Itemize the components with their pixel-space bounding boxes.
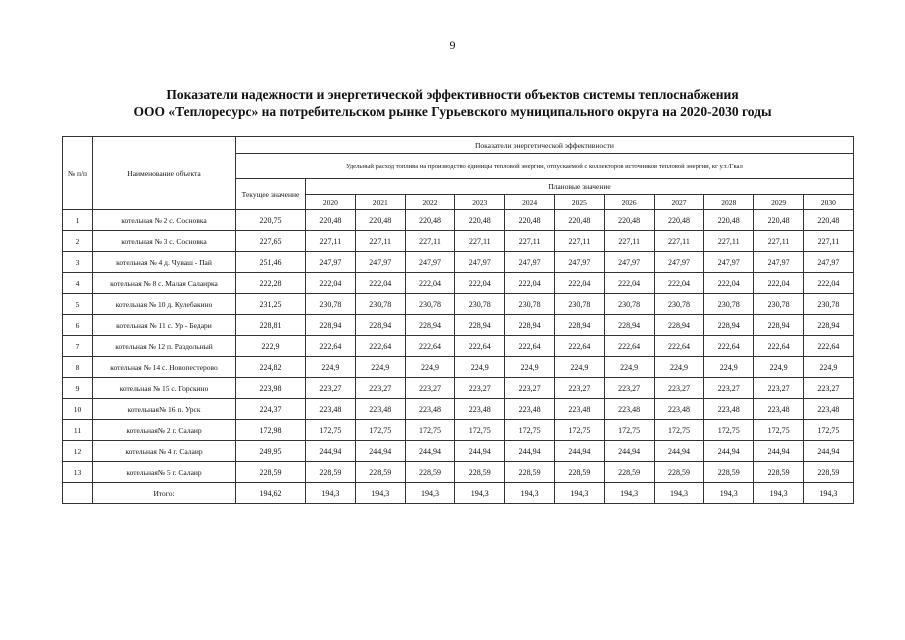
document-title [0,86,905,120]
planned-value: 223,27 [754,378,804,399]
planned-value: 223,48 [455,399,505,420]
planned-value: 223,27 [405,378,455,399]
header-specific-fuel: Удельный расход топлива на производство единицы тепловой энергии, отпускаемой с коллекторов источников тепловой энергии, кг у.т./Гкал [236,154,854,179]
planned-value: 223,27 [355,378,405,399]
header-year: 2022 [405,195,455,210]
row-number: 13 [63,462,93,483]
planned-value: 247,97 [405,252,455,273]
planned-value: 228,59 [405,462,455,483]
header-no: № п/п [63,137,93,210]
total-planned-value: 194,3 [554,483,604,504]
planned-value: 220,48 [405,210,455,231]
planned-value: 228,59 [306,462,356,483]
planned-value: 172,75 [554,420,604,441]
planned-value: 222,64 [505,336,555,357]
planned-value: 227,11 [455,231,505,252]
planned-value: 247,97 [505,252,555,273]
total-planned-value: 194,3 [654,483,704,504]
planned-value: 172,75 [803,420,853,441]
object-name: котельная № 2 с. Сосновка [93,210,236,231]
current-value: 251,46 [236,252,306,273]
header-indicator: Показатели энергетической эффективности [236,137,854,154]
planned-value: 227,11 [803,231,853,252]
planned-value: 172,75 [306,420,356,441]
planned-value: 228,94 [306,315,356,336]
planned-value: 227,11 [754,231,804,252]
table-row [63,378,854,399]
planned-value: 220,48 [604,210,654,231]
table-row [63,210,854,231]
planned-value: 222,04 [803,273,853,294]
header-year: 2029 [754,195,804,210]
planned-value: 223,27 [704,378,754,399]
table-row [63,273,854,294]
total-row [63,483,854,504]
header-current: Текущее значение [236,179,306,210]
object-name: котельная № 10 д. Кулебакино [93,294,236,315]
planned-value: 247,97 [654,252,704,273]
planned-value: 222,04 [455,273,505,294]
planned-value: 223,48 [554,399,604,420]
object-name: котельная № 11 с. Ур - Бедари [93,315,236,336]
planned-value: 230,78 [405,294,455,315]
table-row [63,231,854,252]
planned-value: 224,9 [604,357,654,378]
planned-value: 223,27 [306,378,356,399]
object-name: котельная № 14 с. Новопестерово [93,357,236,378]
planned-value: 172,75 [654,420,704,441]
planned-value: 228,59 [554,462,604,483]
planned-value: 244,94 [405,441,455,462]
row-number: 9 [63,378,93,399]
planned-value: 224,9 [704,357,754,378]
planned-value: 228,94 [654,315,704,336]
total-planned-value: 194,3 [306,483,356,504]
total-planned-value: 194,3 [455,483,505,504]
planned-value: 247,97 [355,252,405,273]
planned-value: 230,78 [754,294,804,315]
total-planned-value: 194,3 [405,483,455,504]
planned-value: 228,59 [505,462,555,483]
planned-value: 222,64 [604,336,654,357]
planned-value: 223,27 [554,378,604,399]
planned-value: 223,27 [604,378,654,399]
planned-value: 230,78 [505,294,555,315]
planned-value: 223,48 [355,399,405,420]
planned-value: 220,48 [754,210,804,231]
planned-value: 222,64 [554,336,604,357]
row-number: 10 [63,399,93,420]
planned-value: 223,48 [604,399,654,420]
planned-value: 223,27 [505,378,555,399]
title-line-1: Показатели надежности и энергетической эффективности объектов системы теплоснабжения [166,87,739,102]
table-row [63,294,854,315]
current-value: 249,95 [236,441,306,462]
planned-value: 172,75 [604,420,654,441]
row-number: 7 [63,336,93,357]
page-number: 9 [449,38,456,52]
planned-value: 172,75 [355,420,405,441]
planned-value: 224,9 [455,357,505,378]
planned-value: 244,94 [803,441,853,462]
efficiency-table [62,136,854,504]
planned-value: 244,94 [704,441,754,462]
planned-value: 228,94 [704,315,754,336]
header-planned: Плановые значение [306,179,854,195]
table-row [63,441,854,462]
current-value: 223,98 [236,378,306,399]
total-planned-value: 194,3 [803,483,853,504]
planned-value: 220,48 [803,210,853,231]
planned-value: 223,48 [803,399,853,420]
planned-value: 244,94 [554,441,604,462]
planned-value: 227,11 [306,231,356,252]
planned-value: 228,94 [754,315,804,336]
total-empty-cell [63,483,93,504]
planned-value: 172,75 [405,420,455,441]
current-value: 172,98 [236,420,306,441]
planned-value: 223,27 [455,378,505,399]
object-name: котельная № 4 д. Чуваш - Пай [93,252,236,273]
planned-value: 223,48 [405,399,455,420]
planned-value: 228,94 [455,315,505,336]
planned-value: 244,94 [455,441,505,462]
planned-value: 227,11 [405,231,455,252]
total-planned-value: 194,3 [505,483,555,504]
planned-value: 247,97 [306,252,356,273]
table-row [63,252,854,273]
planned-value: 224,9 [554,357,604,378]
object-name: котельная № 8 с. Малая Салаирка [93,273,236,294]
planned-value: 228,94 [554,315,604,336]
planned-value: 172,75 [455,420,505,441]
current-value: 222,28 [236,273,306,294]
planned-value: 228,59 [704,462,754,483]
planned-value: 227,11 [604,231,654,252]
planned-value: 220,48 [654,210,704,231]
planned-value: 244,94 [754,441,804,462]
planned-value: 247,97 [704,252,754,273]
total-planned-value: 194,3 [604,483,654,504]
planned-value: 230,78 [355,294,405,315]
planned-value: 244,94 [306,441,356,462]
planned-value: 228,59 [455,462,505,483]
planned-value: 220,48 [355,210,405,231]
planned-value: 222,04 [355,273,405,294]
planned-value: 220,48 [306,210,356,231]
planned-value: 222,64 [754,336,804,357]
planned-value: 228,94 [405,315,455,336]
header-year: 2026 [604,195,654,210]
planned-value: 223,48 [654,399,704,420]
table-row [63,357,854,378]
header-year: 2024 [505,195,555,210]
planned-value: 230,78 [554,294,604,315]
planned-value: 230,78 [455,294,505,315]
planned-value: 222,64 [355,336,405,357]
planned-value: 227,11 [654,231,704,252]
planned-value: 223,48 [505,399,555,420]
planned-value: 220,48 [455,210,505,231]
planned-value: 227,11 [554,231,604,252]
total-planned-value: 194,3 [704,483,754,504]
planned-value: 172,75 [704,420,754,441]
planned-value: 222,04 [754,273,804,294]
planned-value: 228,59 [754,462,804,483]
planned-value: 222,04 [654,273,704,294]
planned-value: 228,94 [803,315,853,336]
row-number: 12 [63,441,93,462]
planned-value: 224,9 [654,357,704,378]
planned-value: 244,94 [505,441,555,462]
planned-value: 228,59 [355,462,405,483]
planned-value: 222,04 [604,273,654,294]
object-name: котельная № 12 п. Раздольный [93,336,236,357]
current-value: 227,65 [236,231,306,252]
current-value: 220,75 [236,210,306,231]
planned-value: 222,64 [306,336,356,357]
planned-value: 227,11 [704,231,754,252]
object-name: котельная№ 5 г. Салаир [93,462,236,483]
current-value: 231,25 [236,294,306,315]
title-line-2: ООО «Теплоресурс» на потребительском рынке Гурьевского муниципального округа на 2020-2030 годы [133,104,772,119]
planned-value: 228,94 [355,315,405,336]
planned-value: 223,48 [306,399,356,420]
header-year: 2021 [355,195,405,210]
table-row [63,420,854,441]
planned-value: 222,04 [554,273,604,294]
row-number: 6 [63,315,93,336]
object-name: котельная№ 16 п. Урск [93,399,236,420]
planned-value: 223,48 [754,399,804,420]
planned-value: 224,9 [405,357,455,378]
planned-value: 222,64 [654,336,704,357]
row-number: 1 [63,210,93,231]
planned-value: 223,27 [654,378,704,399]
object-name: котельная № 15 с. Горскино [93,378,236,399]
planned-value: 220,48 [505,210,555,231]
planned-value: 230,78 [704,294,754,315]
planned-value: 230,78 [306,294,356,315]
planned-value: 244,94 [355,441,405,462]
planned-value: 223,27 [803,378,853,399]
row-number: 11 [63,420,93,441]
planned-value: 247,97 [604,252,654,273]
planned-value: 247,97 [554,252,604,273]
header-year: 2023 [455,195,505,210]
planned-value: 222,64 [803,336,853,357]
row-number: 3 [63,252,93,273]
header-year: 2025 [554,195,604,210]
header-year: 2020 [306,195,356,210]
planned-value: 247,97 [455,252,505,273]
planned-value: 247,97 [803,252,853,273]
planned-value: 224,9 [754,357,804,378]
header-year: 2030 [803,195,853,210]
planned-value: 224,9 [306,357,356,378]
header-year: 2028 [704,195,754,210]
planned-value: 222,64 [455,336,505,357]
planned-value: 222,04 [505,273,555,294]
table-row [63,399,854,420]
table-row [63,336,854,357]
total-planned-value: 194,3 [754,483,804,504]
table-row [63,462,854,483]
planned-value: 244,94 [654,441,704,462]
total-planned-value: 194,3 [355,483,405,504]
object-name: котельная№ 2 г. Салаир [93,420,236,441]
current-value: 222,9 [236,336,306,357]
planned-value: 223,48 [704,399,754,420]
row-number: 4 [63,273,93,294]
planned-value: 220,48 [554,210,604,231]
planned-value: 224,9 [355,357,405,378]
planned-value: 228,94 [604,315,654,336]
planned-value: 222,04 [405,273,455,294]
planned-value: 222,64 [704,336,754,357]
current-value: 224,82 [236,357,306,378]
table-row [63,315,854,336]
planned-value: 222,64 [405,336,455,357]
row-number: 2 [63,231,93,252]
planned-value: 224,9 [505,357,555,378]
planned-value: 228,59 [803,462,853,483]
row-number: 5 [63,294,93,315]
planned-value: 228,94 [505,315,555,336]
planned-value: 228,59 [654,462,704,483]
total-label: Итого: [93,483,236,504]
total-current-value: 194,62 [236,483,306,504]
row-number: 8 [63,357,93,378]
current-value: 224,37 [236,399,306,420]
current-value: 228,81 [236,315,306,336]
planned-value: 222,04 [704,273,754,294]
planned-value: 230,78 [803,294,853,315]
planned-value: 222,04 [306,273,356,294]
header-name: Наименование объекта [93,137,236,210]
header-year: 2027 [654,195,704,210]
planned-value: 227,11 [505,231,555,252]
planned-value: 224,9 [803,357,853,378]
object-name: котельная № 3 с. Сосновка [93,231,236,252]
planned-value: 247,97 [754,252,804,273]
current-value: 228,59 [236,462,306,483]
planned-value: 172,75 [505,420,555,441]
planned-value: 230,78 [604,294,654,315]
planned-value: 227,11 [355,231,405,252]
planned-value: 220,48 [704,210,754,231]
planned-value: 172,75 [754,420,804,441]
planned-value: 228,59 [604,462,654,483]
object-name: котельная № 4 г. Салаир [93,441,236,462]
planned-value: 230,78 [654,294,704,315]
planned-value: 244,94 [604,441,654,462]
